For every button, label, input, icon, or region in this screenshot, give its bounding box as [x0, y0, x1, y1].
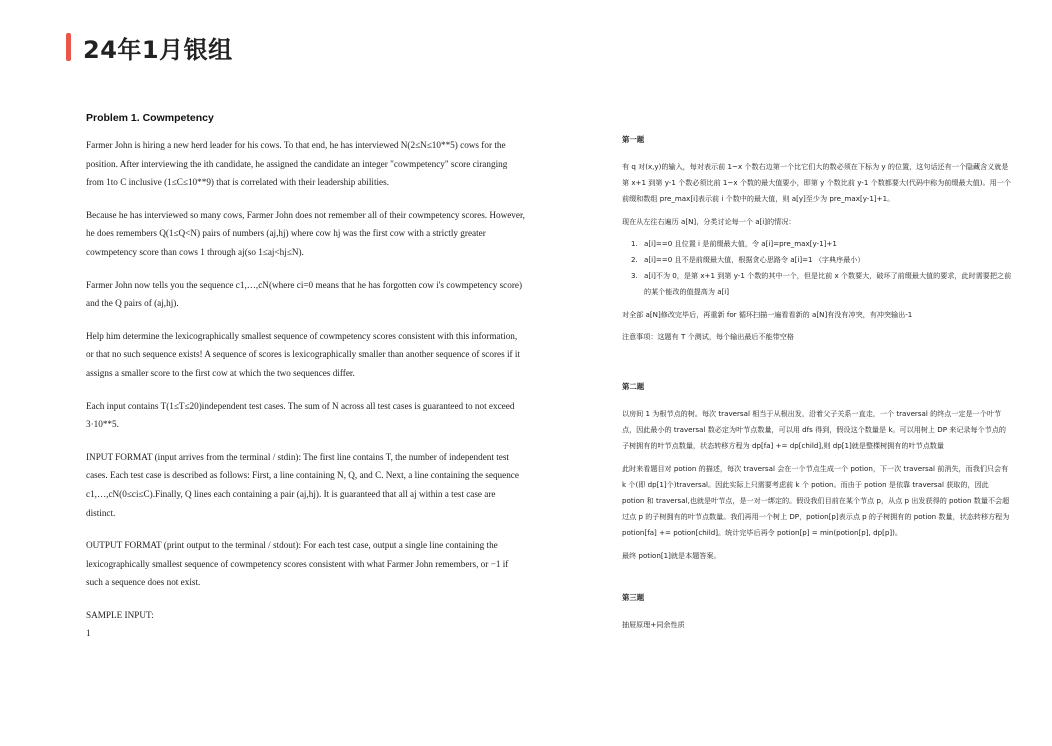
list-item: 2. a[i]==0 且不是前缀最大值，根据贪心思路令 a[i]=1 （字典序最小）	[640, 252, 1012, 268]
page-title: 24年1月银组	[83, 35, 233, 64]
notes-paragraph: 有 q 对(x,y)的输入，每对表示前 1~x 个数右边第一个比它们大的数必须在下标为 y 的位置，这句话还有一个隐藏含义就是第 x+1 到第 y-1 个数必须比前 1~x 个数的最大值要小，即第 y 个数比前 y-1 个数都要大(代码中称为前缀最大值)。用一个前缀和数组 pre_max[i]表示前 i 个数中的最大值，则 a[y]至少为 pre_max[y-1]+1。	[622, 162, 1011, 204]
title-accent-bar	[66, 33, 71, 61]
section-title-1: 第一题	[622, 135, 645, 144]
section-title-2: 第二题	[622, 382, 645, 392]
notes-paragraph: 此时来看题目对 potion 的描述，每次 traversal 会在一个节点生成一个 potion，下一次 traversal 前消失，而我们只会有 k 个(即 dp[1]个)traversal。因此实际上只需要考虑前 k 个 potion。而由于 potion 是依靠 traversal 获取的，因此 potion 和 traversal,也就是叶节点，是一对一绑定的。假设我们目前在某个节点 p，从点 p 出发获得的 potion 数量不会超过点 p 的子树拥有的叶节点数量。我们再用一个树上 DP，potion[p]表示点 p 的子树拥有的 potion 数量，状态转移方程为 potion[fa] += potion[child]。统计完毕后再令 potion[p] = min(potion[p], dp[p])。	[622, 463, 1010, 538]
problem-statement-column	[86, 112, 526, 643]
sample-input-value: 1	[86, 628, 91, 639]
case-list	[622, 236, 1012, 301]
list-item: 3. a[i]不为 0，是第 x+1 到第 y-1 个数的其中一个，但是比前 x 个数要大，破坏了前缀最大值的要求，此时需要把之前的某个能改的值提高为 a[i]	[640, 268, 1012, 300]
problem-paragraph: Because he has interviewed so many cows, Farmer John does not remember all of their cowmpetency scores. However, he does remembers Q(1≤Q<N) pairs of numbers (aj,hj) where cow hj was the first cow with a strictly greater cowmpetency score than cows 1 through aj(so 1≤aj<hj≤N).	[86, 209, 525, 257]
problem-paragraph: Each input contains T(1≤T≤20)independent test cases. The sum of N across all test cases is guaranteed to not exceed 3·10**5.	[86, 400, 515, 430]
problem-paragraph: Farmer John is hiring a new herd leader for his cows. To that end, he has interviewed N(2≤N≤10**5) cows for the position. After interviewing the ith candidate, he assigned the candidate an integer "cowmpetency" score ciranging from 1to C inclusive (1≤C≤10**9) that is correlated with their leadership abilities.	[86, 140, 508, 188]
output-format-paragraph: OUTPUT FORMAT (print output to the terminal / stdout): For each test case, output a single line containing the lexicographically smallest sequence of cowmpetency scores consistent with what Farmer John remembers, or −1 if such a sequence does not exist.	[86, 540, 509, 588]
list-item: 1. a[i]==0 且位置 i 是前缀最大值，令 a[i]=pre_max[y-1]+1	[640, 236, 1012, 252]
notes-paragraph: 现在从左往右遍历 a[N]，分类讨论每一个 a[i]的情况：	[622, 216, 796, 226]
problem-paragraph: Farmer John now tells you the sequence c1,…,cN(where ci=0 means that he has forgotten cow i's cowmpetency score) and the Q pairs of (aj,hj).	[86, 279, 523, 309]
input-format-paragraph: INPUT FORMAT (input arrives from the terminal / stdin): The first line contains T, the number of independent test cases. Each test case is described as follows: First, a line containing N, Q, and C. Next, a line containing the sequence c1,…,cN(0≤ci≤C).Finally, Q lines each containing a pair (aj,hj). It is guaranteed that all aj within a test case are distinct.	[86, 451, 519, 518]
section-title-3: 第三题	[622, 592, 645, 602]
title-bar	[66, 30, 233, 64]
solution-notes-column	[622, 134, 1012, 639]
notes-paragraph: 抽屉原理+同余性质	[622, 619, 685, 629]
notes-paragraph: 以房间 1 为根节点的树。每次 traversal 相当于从根出发，沿着父子关系一直走，一个 traversal 的终点一定是一个叶节点，因此最小的 traversal 数必定为叶节点数量，可以用 dfs 得到，假设这个数量是 k。可以用树上 DP 来记录每个节点的子树拥有的叶节点数量，状态转移方程为 dp[fa] += dp[child],则 dp[1]就是整棵树拥有的叶节点数量	[622, 409, 1006, 451]
notes-paragraph: 注意事项：这题有 T 个测试，每个输出最后不能带空格	[622, 331, 794, 341]
problem-title: Problem 1. Cowmpetency	[86, 112, 214, 124]
notes-paragraph: 最终 potion[1]就是本题答案。	[622, 550, 721, 560]
notes-paragraph: 对全部 a[N]修改完毕后，再重新 for 循环扫描一遍看看新的 a[N]有没有冲突，有冲突输出-1	[622, 309, 913, 319]
sample-input-label: SAMPLE INPUT:	[86, 609, 154, 620]
problem-paragraph: Help him determine the lexicographically smallest sequence of cowmpetency scores consistent with this information, or that no such sequence exists! A sequence of scores is lexicographically smaller than another sequence of scores if it assigns a smaller score to the first cow at which the two sequences differ.	[86, 330, 520, 378]
